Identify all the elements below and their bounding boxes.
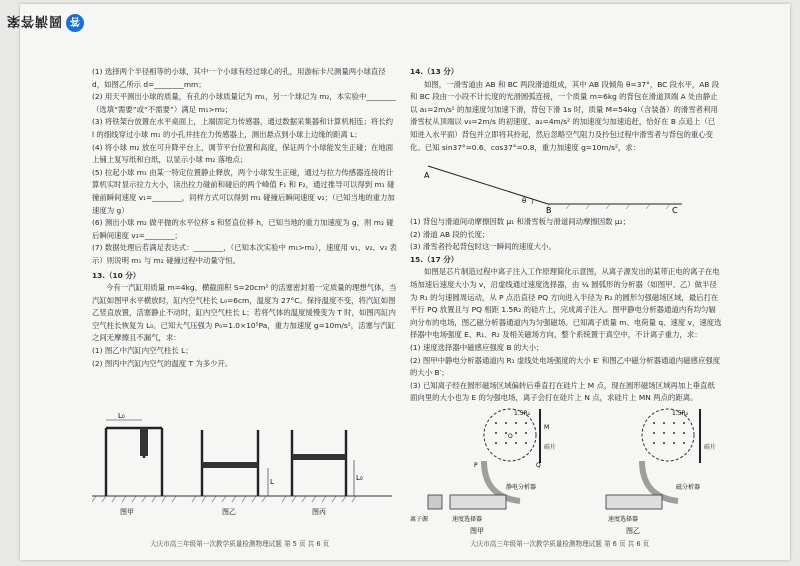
mark-15-yi-1-5r2: 1.5R₂ — [672, 410, 689, 417]
part-magnetic-analyzer: 磁分析器 — [676, 484, 701, 491]
question-13-figures — [92, 410, 397, 520]
question-15-item-1: (1) 速度选择器中磁感应强度 B 的大小； — [410, 342, 544, 352]
question-13-body: 今有一汽缸用质量 m=4kg、横截面积 S=20cm² 的活塞密封着一定质量的理想气体，当汽缸如图甲水平横放时，缸内空气柱长 L₀=6cm，温度为 27°C。保持温度不变，将汽缸如图乙竖直放置，活塞静止不动时，缸内空气柱长 L；若将气体的温度缓慢变为 T 时，如图丙缸内空气柱长恢复为 L₀。已知大气压强为 P₀=1.0×10⁵Pa，重力加速度 g=10m/s²，活塞与汽缸之间无摩擦且不漏气，求： — [92, 283, 397, 343]
logo-mark-icon: 答 — [66, 14, 84, 32]
right-column-lower — [410, 216, 722, 405]
question-15-body: 如图是芯片制造过程中离子注入工作原理简化示意图，从离子源发出的某带正电的离子在电场加速后速度大小为 v，沿虚线通过速度选择器，由 ¼ 圆弧形的分析器（如图甲、乙）做半径为 R₁ 的匀速圆周运动，从 P 点沿直径 PQ 方向进入半径为 R₂ 的圆形匀强磁场区域，最后打在平行 PQ 放置且与 PQ 相距 1.5R₂ 的硅片上，完成离子注入。图甲静电分析器通道内有均匀辐向分布的电场，图乙磁分析器通道内为匀强磁场。已知离子质量 m、电荷量 q、速度 v，速度选择器中电场强度 E、R₁、R₂ 及相关磁场方向，整个系统置于真空中，不计离子重力，求： — [410, 267, 722, 340]
figure-15-jia — [410, 409, 556, 535]
incline-label-theta: θ — [522, 197, 527, 205]
question-14-figure — [420, 158, 690, 214]
part-wafer-jia: 硅片 — [544, 444, 557, 451]
incline-label-a: A — [424, 171, 430, 180]
dim-label-yi: L — [270, 478, 274, 486]
incline-label-b: B — [546, 206, 552, 214]
figure-15-label-yi: 图乙 — [626, 527, 640, 535]
figure-label-jia: 图甲 — [120, 508, 134, 516]
question-13-item-1: (1) 图乙中汽缸内空气柱长 L； — [92, 346, 193, 356]
dim-label-bing: L₀ — [356, 474, 363, 482]
step-4: (4) 将小球 m₂ 放在可升降平台上，调节平台位置和高度，保证两个小球能发生正碰；在地面上铺上复写纸和白纸，以显示小球 m₂ 落地点； — [92, 142, 394, 165]
figure-15-label-jia: 图甲 — [470, 527, 484, 535]
question-14-body: 如图，一滑雪道由 AB 和 BC 两段滑道组成，其中 AB 段倾角 θ=37°，BC 段水平，AB 段和 BC 段由一小段不计长度的光滑圆弧连接，一个质量 m=6kg 的背包在滑道顶端 A 处由静止以 a₁=2m/s² 的加速度匀加速下滑，背包下滑 1s 时，质量 M=54kg（含装备）的滑雪者利用滑雪杖从顶端以 v₀=2m/s 的初速度、a₂=4m/s² 的加速度匀加速追赶，恰好在 B 点追上（已知进入水平面）背包并立即将其拎起，然后忽略空气阻力及拎包过程中滑雪者与背包的重心变化。已知 sin37°=0.6、cos37°=0.8，重力加速度 g=10m/s²，求： — [410, 79, 720, 152]
figure-bing — [292, 430, 346, 496]
incline-label-c: C — [672, 206, 678, 214]
footer-page-5: 大庆市高三年级第一次教学质量检测物理试题 第 5 页 共 6 页 — [150, 540, 330, 548]
mark-15-jia-1-5r2: 1.5R₂ — [514, 410, 531, 417]
right-column — [410, 66, 722, 154]
question-14-item-2: (2) 滑道 AB 段的长度； — [410, 229, 490, 239]
figure-15-yi — [606, 409, 716, 535]
mark-15-jia-p: P — [474, 462, 478, 469]
question-14-item-3: (3) 滑雪者拎起背包时这一瞬间的速度大小。 — [410, 242, 556, 252]
footer-page-6: 大庆市高三年级第一次教学质量检测物理试题 第 6 页 共 6 页 — [470, 540, 650, 548]
question-15-heading: 15.（17 分） — [410, 254, 459, 264]
mark-15-jia-o: O — [508, 433, 513, 440]
figure-label-bing: 图丙 — [312, 508, 326, 516]
question-15-item-2: (2) 图甲中静电分析器通道内 R₁ 虚线处电场强度的大小 E′ 和图乙中磁分析器通道内磁感应强度的大小 B′； — [410, 355, 721, 378]
part-ion-source: 离子源 — [410, 516, 429, 523]
step-5: (5) 拉起小球 m₁ 由某一特定位置静止释放，两个小球发生正碰，通过与拉力传感器连接的计算机实时显示拉力大小，读出拉力碰前和碰后的两个峰值 F₁ 和 F₂，通过推导可以得到 m₁ 碰撞前瞬间速度 v₁=________，同样方式可以得到 m₁ 碰撞后瞬间速度 v₂；（已知当地的重力加速度为 g） — [92, 167, 395, 215]
left-column — [92, 66, 397, 370]
question-13-heading: 13.（10 分） — [92, 270, 141, 280]
question-15-item-3: (3) 已知离子经在圆形磁场区域偏转后垂直打在硅片上 M 点，现在圆形磁场区域再加上垂直纸面向里的大小也为 E 的匀强电场，离子会打在硅片上 N 点，求硅片上 MN 两点的距离。 — [410, 380, 715, 403]
step-3: (3) 将铁架台放置在水平桌面上，上端固定力传感器，通过数据采集器和计算机相连；将长约 l 的细线穿过小球 m₁ 的小孔并挂在力传感器上，测出悬点到小球上边缘的距离 L； — [92, 117, 394, 139]
question-14-item-1: (1) 背包与滑道间动摩擦因数 μ₁ 和滑雪板与滑道间动摩擦因数 μ₂； — [410, 217, 630, 226]
mark-15-jia-m: M — [544, 424, 550, 431]
figure-jia — [106, 428, 162, 496]
step-1: (1) 选择两个半径相等的小球，其中一个小球有经过球心的孔，用游标卡尺测量两小球直径 d，如图乙所示 d=________mm； — [92, 67, 386, 89]
mark-15-jia-q: Q — [536, 462, 541, 469]
step-2: (2) 用天平测出小球的质量，有孔的小球质量记为 m₁，另一个球记为 m₂，本实验中________（选填“需要”或“不需要”）满足 m₁>m₂； — [92, 92, 396, 114]
logo-text: 圆满答案 — [6, 13, 63, 29]
dim-label-jia: L₀ — [118, 412, 125, 420]
question-14-heading: 14.（13 分） — [410, 67, 459, 76]
step-6: (6) 测出小球 m₂ 做平抛的水平位移 s 和竖直位移 h，已知当地的重力加速度为 g，则 m₂ 碰后瞬间速度 v₃=________； — [92, 218, 394, 240]
figure-label-yi: 图乙 — [222, 508, 236, 516]
part-velocity-selector-yi: 速度选择器 — [608, 516, 639, 523]
question-13-item-2: (2) 图丙中汽缸内空气的温度 T 为多少开。 — [92, 358, 233, 368]
part-wafer-yi: 硅片 — [704, 444, 717, 451]
brand-logo — [6, 12, 84, 34]
question-15-figures — [410, 405, 730, 535]
part-velocity-selector-jia: 速度选择器 — [452, 516, 483, 523]
part-electro-analyzer: 静电分析器 — [506, 484, 537, 491]
step-7: (7) 数据处理后若满足表达式：________，（已知本次实验中 m₁>m₂），速度用 v₁、v₂、v₃ 表示）则说明 m₁ 与 m₂ 碰撞过程中动量守恒。 — [92, 243, 397, 265]
